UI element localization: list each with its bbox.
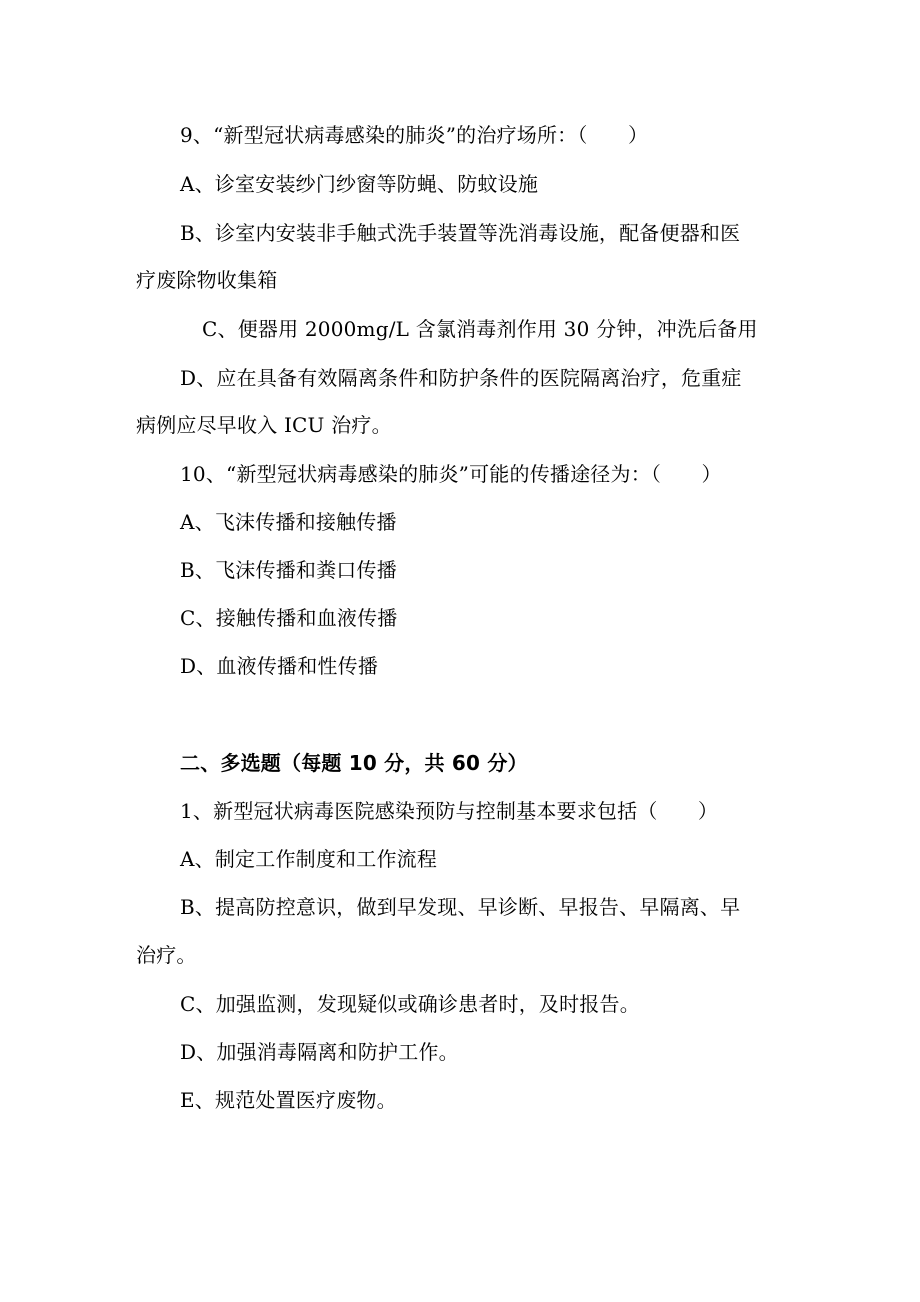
q9-option-b-line1: B、诊室内安装非手触式洗手装置等洗消毒设施，配备便器和医 xyxy=(180,221,741,245)
mq1-option-b-line2: 治疗。 xyxy=(136,943,197,967)
q9-stem: 9、“新型冠状病毒感染的肺炎”的治疗场所：（ ） xyxy=(180,123,649,147)
q9-option-b-line2: 疗废除物收集箱 xyxy=(136,268,278,292)
mq1-stem: 1、新型冠状病毒医院感染预防与控制基本要求包括（ ） xyxy=(180,799,719,823)
mq1-option-e: E、规范处置医疗废物。 xyxy=(180,1088,397,1112)
mq1-option-c: C、加强监测，发现疑似或确诊患者时，及时报告。 xyxy=(180,992,640,1016)
q10-option-a: A、飞沫传播和接触传播 xyxy=(180,510,397,534)
q9-option-d-line1: D、应在具备有效隔离条件和防护条件的医院隔离治疗，危重症 xyxy=(180,366,742,390)
mq1-option-d: D、加强消毒隔离和防护工作。 xyxy=(180,1040,459,1064)
q9-option-d-line2: 病例应尽早收入 ICU 治疗。 xyxy=(136,413,392,437)
q10-stem: 10、“新型冠状病毒感染的肺炎”可能的传播途径为：（ ） xyxy=(180,462,722,486)
q9-option-a: A、诊室安装纱门纱窗等防蝇、防蚊设施 xyxy=(180,172,539,196)
section-heading-multiple-choice: 二、多选题（每题 10 分，共 60 分） xyxy=(180,751,528,775)
q10-option-c: C、接触传播和血液传播 xyxy=(180,606,398,630)
q9-option-c: C、便器用 2000mg/L 含氯消毒剂作用 30 分钟，冲洗后备用 xyxy=(202,317,758,341)
mq1-option-a: A、制定工作制度和工作流程 xyxy=(180,847,438,871)
q10-option-b: B、飞沫传播和粪口传播 xyxy=(180,558,397,582)
mq1-option-b-line1: B、提高防控意识，做到早发现、早诊断、早报告、早隔离、早 xyxy=(180,895,741,919)
q10-option-d: D、血液传播和性传播 xyxy=(180,654,379,678)
